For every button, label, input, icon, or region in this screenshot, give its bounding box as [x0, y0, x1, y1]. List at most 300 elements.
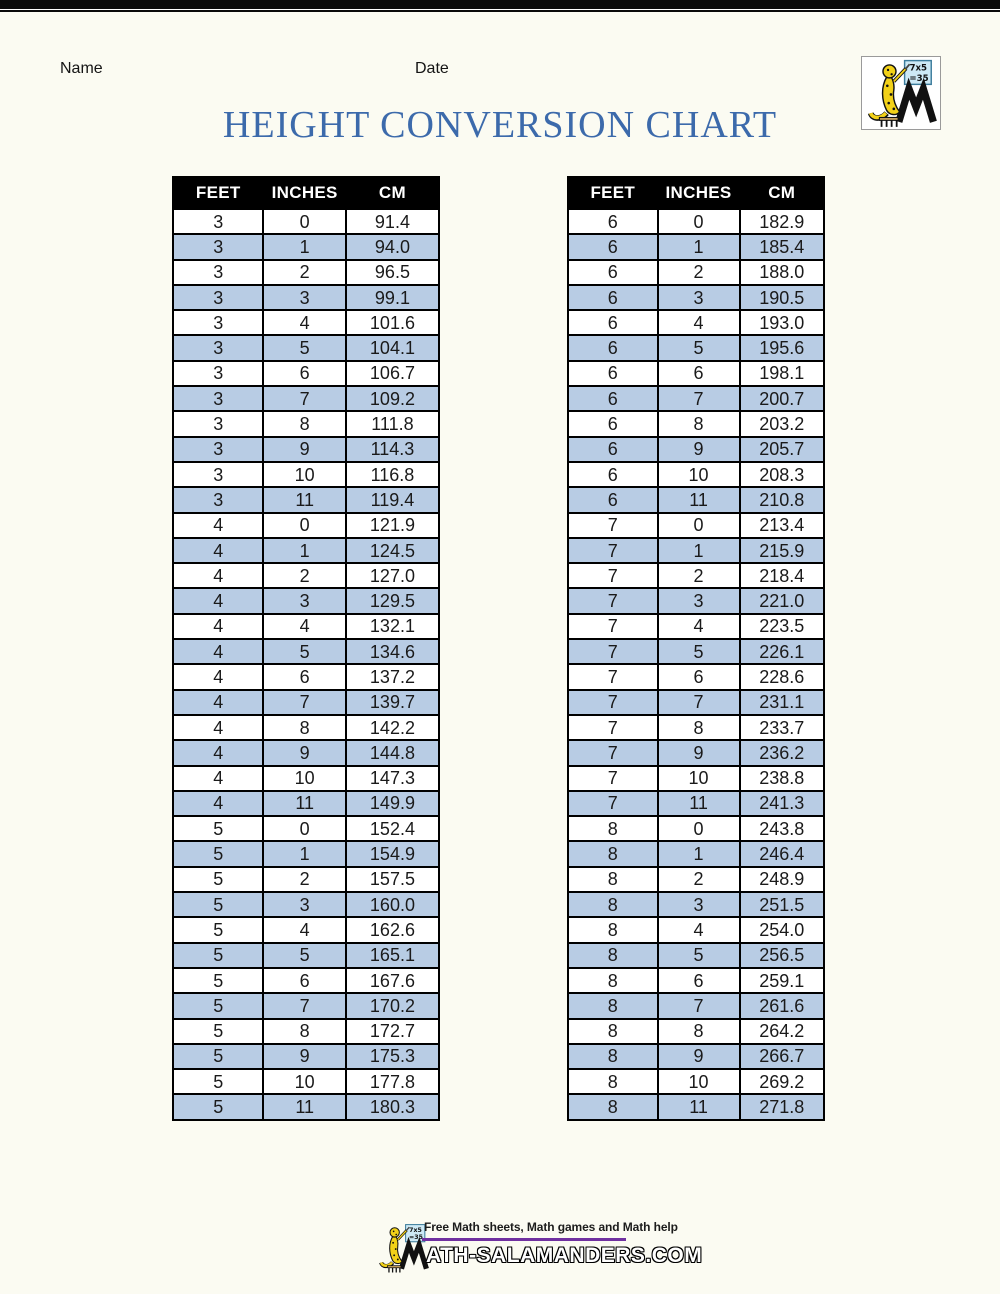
table-cell: 231.1 — [740, 690, 825, 715]
table-cell: 233.7 — [740, 715, 825, 740]
table-cell: 124.5 — [346, 538, 439, 563]
table-cell: 3 — [173, 437, 263, 462]
table-cell: 7 — [568, 538, 658, 563]
table-cell: 7 — [568, 690, 658, 715]
table-row — [568, 943, 824, 968]
table-cell: 7 — [568, 766, 658, 791]
table-cell: 4 — [263, 917, 345, 942]
table-cell: 8 — [568, 1019, 658, 1044]
table-cell: 200.7 — [740, 386, 825, 411]
table-cell: 0 — [263, 209, 345, 234]
table-row — [568, 614, 824, 639]
table-cell: 6 — [658, 968, 740, 993]
table-cell: 7 — [568, 664, 658, 689]
table-cell: 269.2 — [740, 1069, 825, 1094]
table-row — [568, 437, 824, 462]
table-cell: 8 — [568, 841, 658, 866]
table-cell: 4 — [173, 563, 263, 588]
table-row — [568, 588, 824, 613]
table-cell: 4 — [173, 588, 263, 613]
table-cell: 3 — [173, 386, 263, 411]
table-cell: 5 — [173, 917, 263, 942]
table-cell: 109.2 — [346, 386, 439, 411]
table-cell: 198.1 — [740, 361, 825, 386]
table-cell: 3 — [263, 285, 345, 310]
table-cell: 7 — [658, 690, 740, 715]
table-cell: 7 — [568, 791, 658, 816]
table-cell: 147.3 — [346, 766, 439, 791]
table-cell: 8 — [568, 1094, 658, 1119]
table-cell: 9 — [658, 1044, 740, 1069]
table-cell: 5 — [658, 639, 740, 664]
footer-divider — [422, 1238, 626, 1241]
table-row — [173, 766, 439, 791]
table-cell: 114.3 — [346, 437, 439, 462]
table-cell: 264.2 — [740, 1019, 825, 1044]
table-cell: 8 — [568, 892, 658, 917]
table-cell: 190.5 — [740, 285, 825, 310]
table-cell: 167.6 — [346, 968, 439, 993]
table-cell: 7 — [568, 588, 658, 613]
table-row — [568, 285, 824, 310]
table-cell: 203.2 — [740, 411, 825, 436]
table-cell: 4 — [173, 791, 263, 816]
table-row — [568, 715, 824, 740]
table-cell: 2 — [263, 260, 345, 285]
table-cell: 8 — [658, 411, 740, 436]
conversion-table-left — [172, 176, 440, 1121]
table-row — [568, 892, 824, 917]
table-cell: 3 — [173, 335, 263, 360]
table-cell: 170.2 — [346, 993, 439, 1018]
table-cell: 218.4 — [740, 563, 825, 588]
table-cell: 3 — [658, 285, 740, 310]
table-cell: 5 — [173, 892, 263, 917]
table-cell: 8 — [568, 993, 658, 1018]
table-cell: 6 — [568, 209, 658, 234]
table-cell: 266.7 — [740, 1044, 825, 1069]
table-cell: 4 — [173, 614, 263, 639]
table-cell: 4 — [173, 740, 263, 765]
table-cell: 226.1 — [740, 639, 825, 664]
table-cell: 6 — [568, 487, 658, 512]
table-cell: 3 — [173, 487, 263, 512]
table-header-cell: CM — [346, 177, 439, 209]
table-row — [568, 1094, 824, 1119]
table-cell: 160.0 — [346, 892, 439, 917]
table-cell: 246.4 — [740, 841, 825, 866]
table-cell: 11 — [263, 487, 345, 512]
table-cell: 182.9 — [740, 209, 825, 234]
conversion-table-right — [567, 176, 825, 1121]
table-cell: 3 — [173, 462, 263, 487]
table-cell: 6 — [658, 664, 740, 689]
table-cell: 0 — [658, 209, 740, 234]
table-cell: 4 — [263, 614, 345, 639]
table-cell: 3 — [263, 892, 345, 917]
table-row — [173, 538, 439, 563]
table-row — [568, 260, 824, 285]
table-row — [568, 740, 824, 765]
table-cell: 210.8 — [740, 487, 825, 512]
table-cell: 10 — [658, 1069, 740, 1094]
table-cell: 1 — [263, 538, 345, 563]
table-row — [568, 487, 824, 512]
table-cell: 5 — [173, 993, 263, 1018]
table-cell: 5 — [263, 335, 345, 360]
table-row — [173, 487, 439, 512]
table-cell: 6 — [568, 260, 658, 285]
table-cell: 137.2 — [346, 664, 439, 689]
table-header-cell: INCHES — [658, 177, 740, 209]
table-row — [173, 943, 439, 968]
table-cell: 5 — [173, 943, 263, 968]
table-cell: 10 — [263, 766, 345, 791]
table-cell: 6 — [568, 386, 658, 411]
table-cell: 5 — [173, 1044, 263, 1069]
table-row — [173, 437, 439, 462]
table-cell: 5 — [173, 1019, 263, 1044]
table-cell: 9 — [263, 1044, 345, 1069]
table-cell: 7 — [263, 386, 345, 411]
table-cell: 11 — [658, 487, 740, 512]
table-header-cell: CM — [740, 177, 825, 209]
table-cell: 165.1 — [346, 943, 439, 968]
table-cell: 119.4 — [346, 487, 439, 512]
table-row — [173, 310, 439, 335]
table-cell: 2 — [658, 867, 740, 892]
table-row — [568, 234, 824, 259]
table-cell: 11 — [658, 1094, 740, 1119]
date-label: Date — [415, 60, 449, 77]
table-row — [173, 588, 439, 613]
table-cell: 129.5 — [346, 588, 439, 613]
table-cell: 10 — [263, 462, 345, 487]
table-cell: 3 — [658, 892, 740, 917]
table-row — [173, 1019, 439, 1044]
table-cell: 3 — [263, 588, 345, 613]
table-cell: 7 — [263, 690, 345, 715]
table-cell: 8 — [263, 715, 345, 740]
table-row — [568, 1019, 824, 1044]
table-row — [568, 538, 824, 563]
table-cell: 1 — [658, 841, 740, 866]
table-cell: 6 — [568, 335, 658, 360]
table-cell: 8 — [263, 1019, 345, 1044]
table-cell: 121.9 — [346, 513, 439, 538]
table-cell: 8 — [568, 943, 658, 968]
table-cell: 228.6 — [740, 664, 825, 689]
table-cell: 8 — [263, 411, 345, 436]
table-cell: 4 — [173, 639, 263, 664]
table-row — [173, 411, 439, 436]
table-cell: 175.3 — [346, 1044, 439, 1069]
table-cell: 7 — [568, 614, 658, 639]
table-cell: 10 — [263, 1069, 345, 1094]
table-cell: 4 — [658, 310, 740, 335]
table-row — [173, 386, 439, 411]
table-cell: 0 — [658, 513, 740, 538]
table-row — [173, 260, 439, 285]
table-row — [568, 513, 824, 538]
table-row — [173, 335, 439, 360]
table-cell: 3 — [173, 411, 263, 436]
table-cell: 5 — [173, 1094, 263, 1119]
table-row — [173, 867, 439, 892]
table-cell: 142.2 — [346, 715, 439, 740]
table-cell: 11 — [263, 1094, 345, 1119]
footer-tagline: Free Math sheets, Math games and Math help — [424, 1220, 678, 1234]
table-row — [173, 639, 439, 664]
table-cell: 111.8 — [346, 411, 439, 436]
table-cell: 127.0 — [346, 563, 439, 588]
table-row — [568, 563, 824, 588]
table-row — [568, 462, 824, 487]
table-row — [568, 968, 824, 993]
table-cell: 208.3 — [740, 462, 825, 487]
table-cell: 271.8 — [740, 1094, 825, 1119]
table-cell: 180.3 — [346, 1094, 439, 1119]
table-cell: 116.8 — [346, 462, 439, 487]
table-cell: 193.0 — [740, 310, 825, 335]
table-cell: 7 — [263, 993, 345, 1018]
table-header-cell: FEET — [173, 177, 263, 209]
table-cell: 94.0 — [346, 234, 439, 259]
table-row — [568, 411, 824, 436]
table-cell: 8 — [568, 1069, 658, 1094]
table-cell: 221.0 — [740, 588, 825, 613]
table-cell: 5 — [173, 1069, 263, 1094]
table-cell: 5 — [263, 639, 345, 664]
footer-salamander-icon — [376, 1222, 430, 1274]
table-cell: 195.6 — [740, 335, 825, 360]
table-cell: 1 — [658, 538, 740, 563]
table-cell: 5 — [173, 816, 263, 841]
name-label: Name — [60, 60, 103, 77]
table-cell: 6 — [568, 234, 658, 259]
table-cell: 154.9 — [346, 841, 439, 866]
table-cell: 6 — [263, 361, 345, 386]
table-row — [568, 690, 824, 715]
table-cell: 6 — [568, 437, 658, 462]
table-cell: 3 — [173, 234, 263, 259]
top-divider — [0, 0, 1000, 12]
table-cell: 134.6 — [346, 639, 439, 664]
table-row — [173, 816, 439, 841]
table-row — [173, 892, 439, 917]
table-cell: 177.8 — [346, 1069, 439, 1094]
table-cell: 215.9 — [740, 538, 825, 563]
table-cell: 7 — [568, 740, 658, 765]
table-cell: 223.5 — [740, 614, 825, 639]
table-cell: 6 — [568, 411, 658, 436]
table-cell: 10 — [658, 766, 740, 791]
table-row — [173, 841, 439, 866]
table-cell: 0 — [263, 816, 345, 841]
table-header-row — [173, 177, 439, 209]
table-cell: 6 — [568, 310, 658, 335]
table-row — [173, 1094, 439, 1119]
table-row — [173, 917, 439, 942]
table-row — [568, 841, 824, 866]
table-cell: 96.5 — [346, 260, 439, 285]
table-cell: 254.0 — [740, 917, 825, 942]
table-cell: 243.8 — [740, 816, 825, 841]
table-row — [173, 968, 439, 993]
table-row — [568, 766, 824, 791]
table-row — [568, 867, 824, 892]
table-cell: 6 — [263, 968, 345, 993]
table-cell: 5 — [658, 943, 740, 968]
table-cell: 4 — [173, 690, 263, 715]
table-cell: 3 — [658, 588, 740, 613]
table-cell: 3 — [173, 285, 263, 310]
table-cell: 3 — [173, 260, 263, 285]
table-header-cell: FEET — [568, 177, 658, 209]
table-row — [173, 1044, 439, 1069]
table-cell: 2 — [658, 563, 740, 588]
table-header-cell: INCHES — [263, 177, 345, 209]
table-cell: 162.6 — [346, 917, 439, 942]
table-cell: 104.1 — [346, 335, 439, 360]
table-row — [568, 1069, 824, 1094]
table-cell: 9 — [263, 437, 345, 462]
table-row — [568, 310, 824, 335]
table-cell: 185.4 — [740, 234, 825, 259]
table-cell: 1 — [658, 234, 740, 259]
table-cell: 4 — [173, 715, 263, 740]
table-row — [173, 993, 439, 1018]
table-row — [173, 209, 439, 234]
table-cell: 4 — [658, 614, 740, 639]
table-cell: 4 — [173, 513, 263, 538]
table-cell: 4 — [658, 917, 740, 942]
table-cell: 9 — [658, 740, 740, 765]
table-cell: 0 — [658, 816, 740, 841]
table-cell: 101.6 — [346, 310, 439, 335]
table-row — [568, 664, 824, 689]
table-row — [173, 462, 439, 487]
table-cell: 8 — [658, 1019, 740, 1044]
table-row — [173, 715, 439, 740]
table-cell: 6 — [568, 462, 658, 487]
table-row — [568, 816, 824, 841]
table-cell: 11 — [658, 791, 740, 816]
table-row — [568, 791, 824, 816]
table-cell: 261.6 — [740, 993, 825, 1018]
table-cell: 6 — [568, 285, 658, 310]
table-cell: 7 — [658, 386, 740, 411]
table-cell: 5 — [173, 841, 263, 866]
table-row — [568, 361, 824, 386]
table-cell: 2 — [263, 563, 345, 588]
table-cell: 5 — [173, 968, 263, 993]
table-cell: 8 — [568, 1044, 658, 1069]
table-cell: 256.5 — [740, 943, 825, 968]
table-cell: 91.4 — [346, 209, 439, 234]
table-cell: 259.1 — [740, 968, 825, 993]
table-row — [568, 335, 824, 360]
table-cell: 241.3 — [740, 791, 825, 816]
table-cell: 4 — [263, 310, 345, 335]
table-row — [173, 740, 439, 765]
table-cell: 6 — [658, 361, 740, 386]
table-cell: 4 — [173, 766, 263, 791]
table-row — [568, 1044, 824, 1069]
table-row — [173, 791, 439, 816]
table-cell: 3 — [173, 209, 263, 234]
table-cell: 5 — [173, 867, 263, 892]
table-cell: 8 — [658, 715, 740, 740]
table-cell: 5 — [658, 335, 740, 360]
table-cell: 99.1 — [346, 285, 439, 310]
table-cell: 8 — [568, 917, 658, 942]
table-cell: 11 — [263, 791, 345, 816]
table-cell: 3 — [173, 361, 263, 386]
table-cell: 106.7 — [346, 361, 439, 386]
table-cell: 238.8 — [740, 766, 825, 791]
table-cell: 213.4 — [740, 513, 825, 538]
table-cell: 6 — [263, 664, 345, 689]
table-cell: 5 — [263, 943, 345, 968]
footer — [376, 1219, 703, 1279]
table-row — [568, 209, 824, 234]
table-cell: 7 — [568, 715, 658, 740]
table-cell: 205.7 — [740, 437, 825, 462]
table-cell: 7 — [568, 513, 658, 538]
table-header-row — [568, 177, 824, 209]
table-row — [173, 690, 439, 715]
table-cell: 4 — [173, 538, 263, 563]
table-cell: 10 — [658, 462, 740, 487]
table-row — [568, 639, 824, 664]
table-cell: 4 — [173, 664, 263, 689]
table-cell: 2 — [658, 260, 740, 285]
table-cell: 139.7 — [346, 690, 439, 715]
table-cell: 8 — [568, 816, 658, 841]
table-cell: 9 — [658, 437, 740, 462]
table-cell: 7 — [568, 639, 658, 664]
table-cell: 251.5 — [740, 892, 825, 917]
table-row — [568, 386, 824, 411]
table-cell: 149.9 — [346, 791, 439, 816]
table-row — [173, 513, 439, 538]
table-cell: 3 — [173, 310, 263, 335]
table-row — [173, 1069, 439, 1094]
table-row — [173, 234, 439, 259]
table-cell: 236.2 — [740, 740, 825, 765]
page-title: HEIGHT CONVERSION CHART — [222, 104, 778, 146]
table-cell: 7 — [658, 993, 740, 1018]
table-cell: 1 — [263, 841, 345, 866]
table-cell: 1 — [263, 234, 345, 259]
table-row — [173, 563, 439, 588]
table-cell: 9 — [263, 740, 345, 765]
table-cell: 152.4 — [346, 816, 439, 841]
table-cell: 2 — [263, 867, 345, 892]
table-cell: 6 — [568, 361, 658, 386]
site-wordmark: ATH-SALAMANDERS.COM — [426, 1244, 703, 1267]
table-row — [568, 917, 824, 942]
table-cell: 248.9 — [740, 867, 825, 892]
table-row — [173, 614, 439, 639]
table-cell: 132.1 — [346, 614, 439, 639]
table-cell: 188.0 — [740, 260, 825, 285]
table-cell: 7 — [568, 563, 658, 588]
table-row — [173, 285, 439, 310]
table-cell: 172.7 — [346, 1019, 439, 1044]
table-cell: 144.8 — [346, 740, 439, 765]
